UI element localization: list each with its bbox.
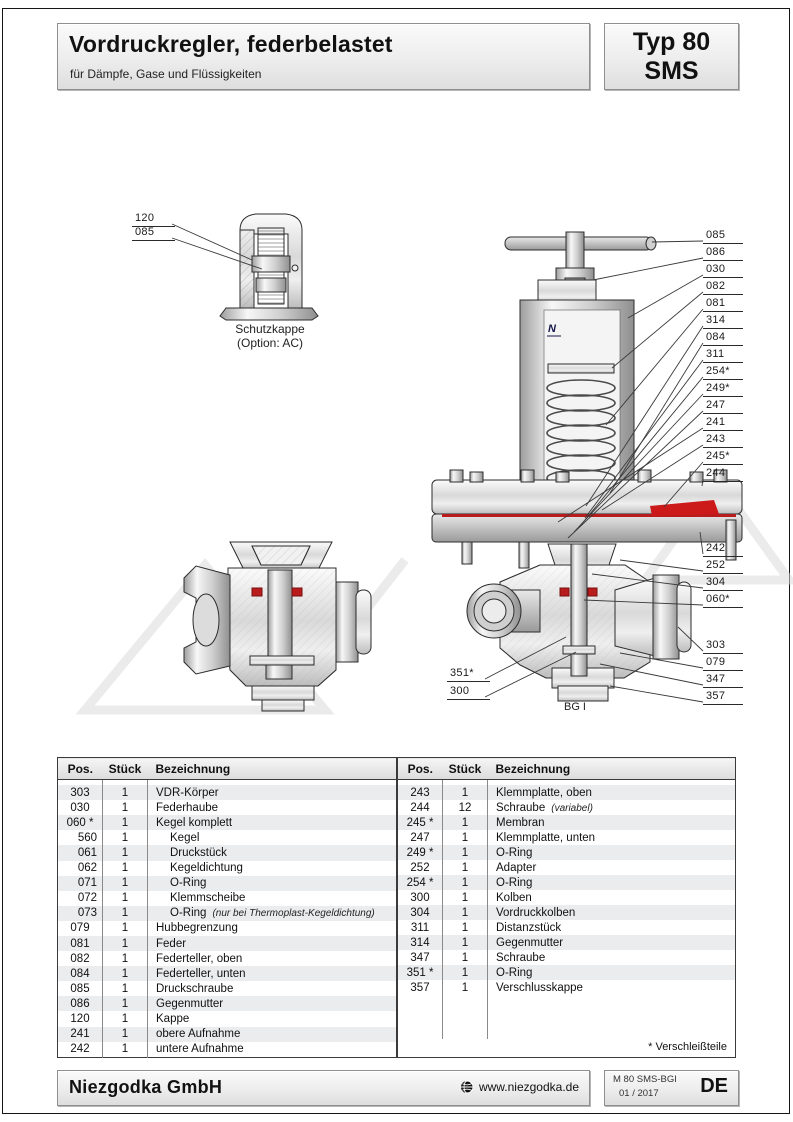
part-callout-060: 060*: [703, 594, 743, 608]
schutzkappe-caption: Schutzkappe (Option: AC): [235, 322, 305, 350]
technical-drawing: [0, 150, 793, 750]
table-row: 303 1 VDR-Körper: [58, 785, 397, 800]
part-callout-243: 243: [703, 434, 743, 448]
part-callout-085: 085: [703, 230, 743, 244]
table-row: 357 1 Verschlusskappe: [398, 980, 736, 995]
part-callout-252: 252: [703, 560, 743, 574]
part-callout-241: 241: [703, 417, 743, 431]
table-row: 120 1 Kappe: [58, 1011, 397, 1026]
part-callout-314: 314: [703, 315, 743, 329]
part-callout-304: 304: [703, 577, 743, 591]
type-line-1: Typ 80: [632, 28, 711, 56]
website-link[interactable]: www.niezgodka.de: [478, 1080, 579, 1094]
parts-table: [57, 757, 736, 1058]
globe-icon: [460, 1080, 474, 1094]
table-row: 242 1 untere Aufnahme: [58, 1042, 397, 1058]
col-header-pos: Pos.: [398, 758, 443, 780]
part-callout-357: 357: [703, 691, 743, 705]
table-row: 071 1 O-Ring: [58, 876, 397, 891]
table-row: 084 1 Federteller, unten: [58, 966, 397, 981]
table-row: 243 1 Klemmplatte, oben: [398, 785, 736, 800]
table-row: 300 1 Kolben: [398, 890, 736, 905]
part-callout-311: 311: [703, 349, 743, 363]
table-row: 311 1 Distanzstück: [398, 920, 736, 935]
table-row: 085 1 Druckschraube: [58, 981, 397, 996]
part-callout-300: 300: [447, 686, 490, 700]
table-row: 560 1 Kegel: [58, 830, 397, 845]
table-row: 082 1 Federteller, oben: [58, 951, 397, 966]
table-row: 244 12 Schraube (variabel): [398, 800, 736, 815]
table-row: 062 1 Kegeldichtung: [58, 861, 397, 876]
type-box: [604, 23, 739, 90]
page-title: Vordruckregler, federbelastet: [69, 31, 393, 57]
part-callout-081: 081: [703, 298, 743, 312]
table-row: 347 1 Schraube: [398, 950, 736, 965]
wear-parts-footnote: * Verschleißteile: [648, 1041, 727, 1053]
doc-reference: M 80 SMS-BGI: [613, 1074, 677, 1085]
part-callout-303: 303: [703, 640, 743, 654]
part-callout-242: 242: [703, 543, 743, 557]
table-row: 247 1 Klemmplatte, unten: [398, 830, 736, 845]
parts-table-right: [397, 757, 736, 1058]
part-callout-351: 351*: [447, 668, 490, 682]
part-callout-084: 084: [703, 332, 743, 346]
table-row: 252 1 Adapter: [398, 860, 736, 875]
col-header-qty: Stück: [103, 758, 148, 780]
page-subtitle: für Dämpfe, Gase und Flüssigkeiten: [70, 67, 262, 81]
table-row: 061 1 Druckstück: [58, 845, 397, 860]
part-callout-347: 347: [703, 674, 743, 688]
part-callout-244: 244: [703, 468, 743, 482]
table-row: 030 1 Federhaube: [58, 800, 397, 815]
col-header-qty: Stück: [443, 758, 488, 780]
schutzkappe-drawing: [220, 214, 318, 320]
table-row: 245 * 1 Membran: [398, 815, 736, 830]
part-callout-086: 086: [703, 247, 743, 261]
table-row: 314 1 Gegenmutter: [398, 935, 736, 950]
table-row: 073 1 O-Ring (nur bei Thermoplast-Kegeldichtung): [58, 906, 397, 921]
part-callout-249: 249*: [703, 383, 743, 397]
parts-table-left: [57, 757, 397, 1058]
company-name: Niezgodka GmbH: [69, 1077, 223, 1097]
footer-company-box: [57, 1070, 590, 1106]
part-callout-120: 120: [132, 213, 175, 227]
type-line-2: SMS: [644, 57, 699, 85]
assembly-caption: BG I: [563, 701, 586, 713]
part-callout-082: 082: [703, 281, 743, 295]
part-callout-079: 079: [703, 657, 743, 671]
table-row: 254 * 1 O-Ring: [398, 875, 736, 890]
part-callout-247: 247: [703, 400, 743, 414]
part-callout-085: 085: [132, 227, 175, 241]
table-row: 351 * 1 O-Ring: [398, 965, 736, 980]
table-row: 079 1 Hubbegrenzung: [58, 921, 397, 936]
table-row: 081 1 Feder: [58, 936, 397, 951]
table-row: 072 1 Klemmscheibe: [58, 891, 397, 906]
table-row: 241 1 obere Aufnahme: [58, 1027, 397, 1042]
col-header-name: Bezeichnung: [488, 758, 736, 780]
doc-date: 01 / 2017: [619, 1088, 659, 1099]
footer-doc-box: [604, 1070, 739, 1106]
header-title-box: [57, 23, 590, 90]
part-callout-030: 030: [703, 264, 743, 278]
doc-language: DE: [700, 1075, 728, 1097]
col-header-pos: Pos.: [58, 758, 103, 780]
part-callout-245: 245*: [703, 451, 743, 465]
table-row: 304 1 Vordruckkolben: [398, 905, 736, 920]
table-row: 086 1 Gegenmutter: [58, 996, 397, 1011]
col-header-name: Bezeichnung: [148, 758, 397, 780]
main-assembly-drawing: [432, 232, 742, 701]
table-row: 249 * 1 O-Ring: [398, 845, 736, 860]
housing-logo: N: [548, 323, 556, 335]
part-callout-254: 254*: [703, 366, 743, 380]
table-row: 060 * 1 Kegel komplett: [58, 815, 397, 830]
